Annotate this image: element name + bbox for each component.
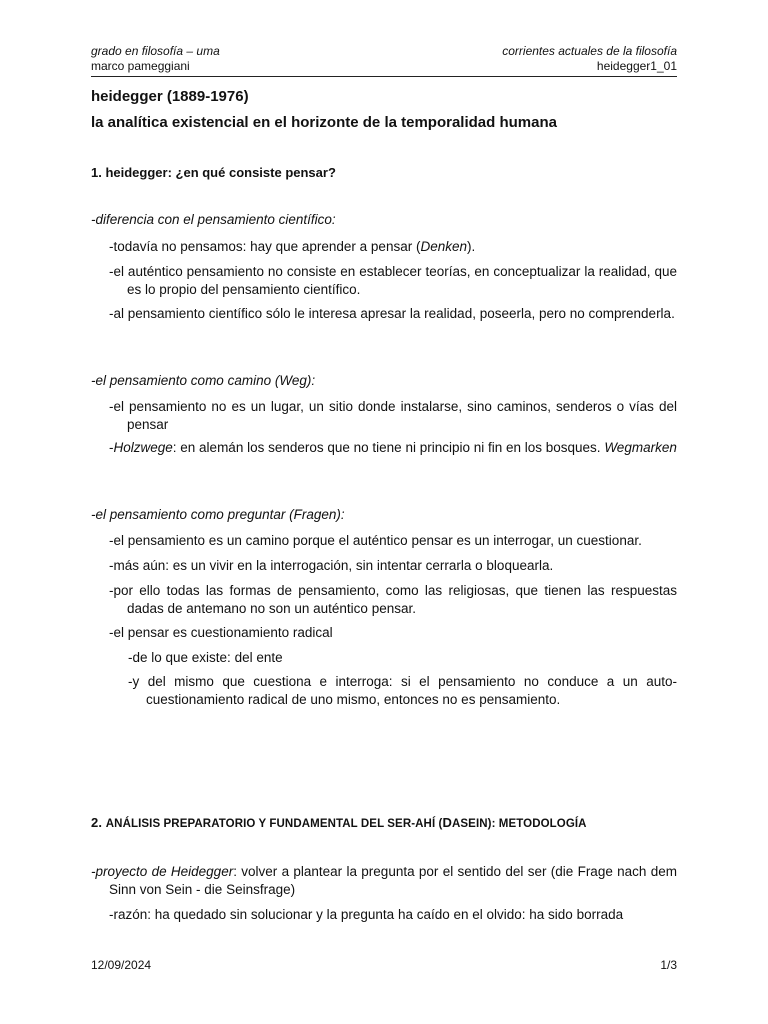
page-title: heidegger (1889-1976) (91, 88, 249, 105)
footer-date: 12/09/2024 (91, 958, 152, 972)
section-1-heading: 1. heidegger: ¿en qué consiste pensar? (91, 165, 336, 180)
header-subject: corrientes actuales de la filosofía (502, 44, 677, 58)
list-item: -razón: ha quedado sin solucionar y la pregunta ha caído en el olvido: ha sido borrada (109, 907, 624, 922)
page-subtitle: la analítica existencial en el horizonte de la temporalidad humana (91, 114, 557, 131)
subsection-title: -diferencia con el pensamiento científico: (91, 212, 336, 227)
list-item: -más aún: es un vivir en la interrogación, sin intentar cerrarla o bloquearla. (109, 558, 554, 573)
list-item: -todavía no pensamos: hay que aprender a pensar (Denken). (109, 239, 476, 254)
list-item: -por ello todas las formas de pensamiento, como las religiosas, que tienen las respuestas dadas de antemano no son un auténtico pensar. (109, 583, 677, 616)
page-header (91, 44, 677, 74)
list-item: -de lo que existe: del ente (128, 650, 283, 665)
list-item: -y del mismo que cuestiona e interroga: si el pensamiento no conduce a un auto-cuestionamiento radical de uno mismo, entonces no es pensamiento. (128, 674, 677, 707)
list-item: -al pensamiento científico sólo le interesa apresar la realidad, poseerla, pero no comprenderla. (109, 306, 675, 321)
list-item: -el pensamiento es un camino porque el auténtico pensar es un interrogar, un cuestionar. (109, 533, 642, 548)
subsection-title: -el pensamiento como preguntar (Fragen): (91, 507, 345, 522)
list-item: -proyecto de Heidegger: volver a plantear la pregunta por el sentido del ser (die Frage nach dem Sinn von Sein - die Seinsfrage) (91, 864, 677, 897)
header-course: grado en filosofía – uma (91, 44, 220, 58)
page-footer (91, 958, 677, 972)
header-doc-id: heidegger1_01 (596, 59, 677, 73)
header-divider (91, 76, 677, 77)
list-item: -el pensar es cuestionamiento radical (109, 625, 333, 640)
document-page (91, 0, 677, 1024)
list-item: -Holzwege: en alemán los senderos que no tiene ni principio ni fin en los bosques. Wegmarken (109, 440, 677, 455)
section-2-heading: 2. ANÁLISIS PREPARATORIO Y FUNDAMENTAL DEL SER-AHÍ (DASEIN): METODOLOGÍA (91, 815, 587, 830)
subsection-title: -el pensamiento como camino (Weg): (91, 373, 316, 388)
header-author: marco pameggiani (91, 59, 190, 73)
footer-page-number: 1/3 (660, 958, 677, 972)
list-item: -el auténtico pensamiento no consiste en establecer teorías, en conceptualizar la realidad, que es lo propio del pensamiento científico. (109, 264, 677, 297)
list-item: -el pensamiento no es un lugar, un sitio donde instalarse, sino caminos, senderos o vías del pensar (109, 399, 677, 432)
